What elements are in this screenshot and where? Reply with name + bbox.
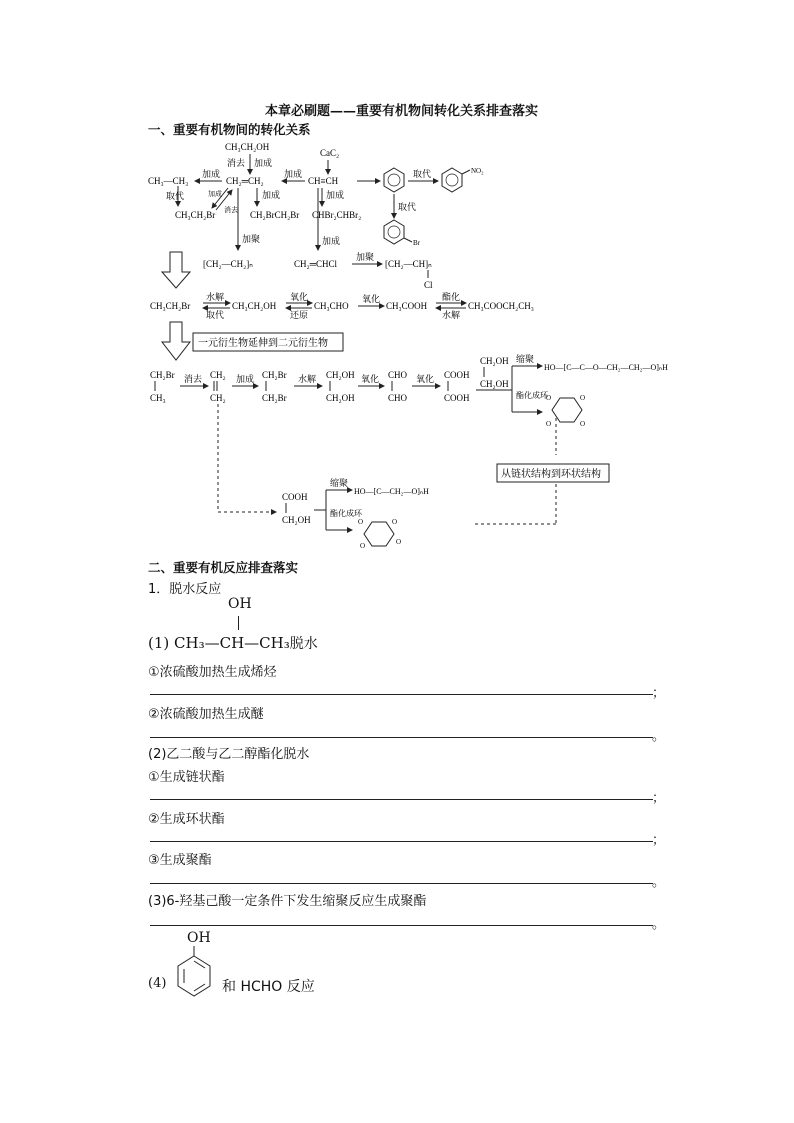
svg-text:O: O (546, 394, 552, 402)
label-jiaju1: 加聚 (242, 234, 261, 244)
label-xiaoqu: 消去 (227, 158, 246, 168)
r3-diol-b: CH₂OH (326, 393, 355, 403)
svg-text:O: O (358, 518, 364, 526)
r2-d: CH₃COOH (386, 301, 428, 311)
r3-ch2br: CH₂Br (150, 370, 175, 380)
r3-zhihua-chenghuan: 酯化成环 (516, 391, 548, 400)
r3-dibr-b: CH₂Br (262, 393, 287, 403)
r3-cooh-a: COOH (444, 370, 470, 380)
tetrabromoethane-label: CHBr₂CHBr₂ (312, 210, 362, 220)
down-arrow-2 (162, 322, 190, 360)
r4-polymer: HO—[C—CH₂—O]ₙH (354, 487, 429, 496)
r3-eg-a: CH₂OH (480, 356, 509, 366)
answer-line-q1a[interactable] (150, 694, 653, 695)
r2-yanghua: 氧化 (290, 292, 309, 302)
r3-suoju: 缩聚 (516, 354, 535, 364)
q2-text: (2)乙二酸与乙二醇酯化脱水 (148, 747, 310, 762)
r3-dibr-a: CH₂Br (262, 370, 287, 380)
br-label: Br (413, 239, 420, 247)
q2b-text: ②生成环状酯 (148, 812, 225, 827)
r3-cooh-b: COOH (444, 393, 470, 403)
q4-oh: OH (187, 930, 211, 946)
conversion-diagram (0, 0, 794, 560)
ethene-label: CH₂═CH₂ (226, 176, 264, 186)
r3-ch2-b: CH₂ (210, 393, 226, 403)
section2-heading: 二、重要有机反应排查落实 (148, 560, 299, 575)
label-xiaoqu2: 消去 (224, 206, 238, 214)
r3-eg-b: CH₂OH (480, 379, 509, 389)
r2-e: CH₃COOCH₂CH₃ (468, 301, 534, 311)
q1b-text: ②浓硫酸加热生成醚 (148, 707, 264, 722)
ethanol-label: CH₃CH₂OH (225, 142, 270, 152)
r3-cho-a: CHO (388, 370, 408, 380)
dibromoethane-label: CH₂BrCH₂Br (250, 210, 300, 220)
label-qudai-left: 取代 (166, 191, 185, 201)
box2-label: 从链状结构到环状结构 (501, 469, 601, 480)
r3-polyester: HO—[C—C—O—CH₂—CH₂—O]ₙH (544, 363, 668, 372)
r3-xiaoqu: 消去 (184, 374, 203, 384)
q2c-text: ③生成聚酯 (148, 853, 212, 868)
r3-ch2-a: CH₂ (210, 370, 226, 380)
q1b-punc: 。 (652, 729, 666, 744)
q1-suffix: 脱水 (289, 636, 318, 652)
label-jiacheng2: 加成 (202, 169, 221, 179)
r3-jiacheng: 加成 (236, 374, 255, 384)
q3-punc: 。 (652, 917, 666, 932)
svg-text:O: O (396, 538, 402, 546)
polyethylene-label: [CH₂—CH₂]ₙ (203, 259, 253, 269)
bromoethane-label: CH₃CH₂Br (175, 210, 216, 220)
label-jiacheng-b: 加成 (326, 190, 345, 200)
r4-suoju: 缩聚 (330, 478, 349, 488)
no2-label: NO₂ (471, 167, 484, 175)
label-qudai2: 取代 (398, 202, 417, 212)
q1a-text: ①浓硫酸加热生成烯烃 (148, 665, 277, 680)
r3-cho-b: CHO (388, 393, 408, 403)
q2a-text: ①生成链状酯 (148, 770, 225, 785)
q3-text: (3)6-羟基己酸一定条件下发生缩聚反应生成聚酯 (148, 894, 427, 909)
ethyne-label: CH≡CH (308, 176, 339, 186)
section1-heading: 一、重要有机物间的转化关系 (148, 122, 311, 137)
sub1-heading: 1．脱水反应 (148, 582, 222, 597)
r3-yanghua: 氧化 (361, 374, 380, 384)
r3-ch3: CH₃ (150, 393, 166, 403)
svg-text:O: O (580, 394, 586, 402)
page-title: 本章必刷题——重要有机物间转化关系排查落实 (265, 104, 539, 119)
label-jiaju2: 加聚 (356, 252, 375, 262)
r2-qudai: 取代 (206, 310, 225, 320)
r2-shuijie: 水解 (206, 292, 225, 302)
r3-diol-a: CH₂OH (326, 370, 355, 380)
label-jiacheng3: 加成 (284, 169, 303, 179)
r2-a: CH₃CH₂Br (150, 301, 191, 311)
q2b-punc: ； (652, 833, 666, 848)
r2-yanghua2: 氧化 (362, 294, 381, 304)
label-jiacheng4: 加成 (262, 190, 281, 200)
ethane-label: CH₃—CH₃ (148, 176, 189, 186)
r2-c: CH₃CHO (314, 301, 349, 311)
r4-zhihua-chenghuan: 酯化成环 (330, 509, 362, 518)
svg-text:O: O (360, 542, 366, 550)
pvc-cl-label: Cl (424, 280, 433, 290)
q1a-punc: ； (652, 686, 666, 701)
r4-cooh: COOH (282, 492, 308, 502)
q4-suffix: 和 HCHO 反应 (222, 979, 315, 995)
r3-yanghua2: 氧化 (416, 374, 435, 384)
box1-label: 一元衍生物延伸到二元衍生物 (198, 338, 328, 349)
label-jiacheng: 加成 (254, 158, 273, 168)
answer-line-q3[interactable] (150, 925, 653, 926)
r2-b: CH₃CH₂OH (232, 301, 277, 311)
label-jiacheng-hbr: 加成 (208, 190, 222, 198)
r2-zhihua: 酯化 (442, 292, 461, 302)
q1-prefix: (1) CH₃—CH—CH₃ (148, 634, 290, 652)
r2-huanyuan: 还原 (290, 310, 309, 320)
svg-text:O: O (392, 518, 398, 526)
cac2-label: CaC₂ (320, 148, 340, 158)
r4-ch2oh: CH₂OH (282, 515, 311, 525)
label-qudai1: 取代 (413, 169, 432, 179)
q1-oh: OH (228, 596, 252, 612)
svg-text:O: O (580, 420, 586, 428)
r2-shuijie2: 水解 (442, 310, 461, 320)
svg-text:O: O (546, 420, 552, 428)
q2c-punc: 。 (652, 875, 666, 890)
pvc-label: [CH₂—CH]ₙ (385, 259, 432, 269)
q1-formula (148, 633, 318, 653)
phenol-ring-icon (172, 946, 222, 1006)
q2a-punc: ； (652, 791, 666, 806)
answer-line-q1b[interactable] (150, 737, 653, 738)
r3-shuijie: 水解 (298, 374, 317, 384)
q1-bond (238, 616, 239, 630)
answer-line-q2b[interactable] (150, 841, 653, 842)
answer-line-q2c[interactable] (150, 883, 653, 884)
label-jiacheng5: 加成 (322, 236, 341, 246)
down-arrow-1 (162, 252, 190, 288)
vinylchloride-label: CH₂═CHCl (294, 259, 338, 269)
q4-prefix: (4) (148, 976, 167, 991)
answer-line-q2a[interactable] (150, 799, 653, 800)
